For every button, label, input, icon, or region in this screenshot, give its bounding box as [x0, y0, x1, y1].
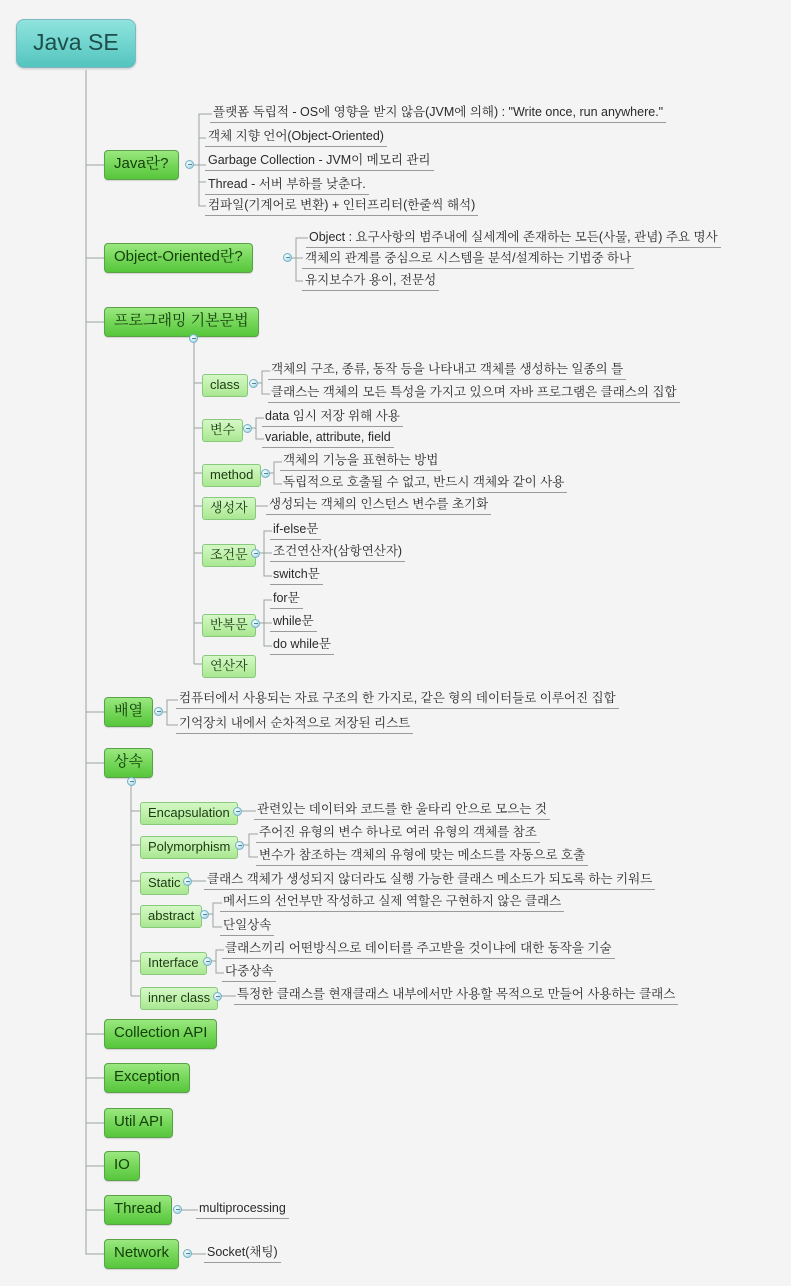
leaf-loop-1: for문: [270, 592, 303, 609]
leaf-polymorphism-1: 주어진 유형의 변수 하나로 여러 유형의 객체를 참조: [256, 826, 540, 843]
collapse-dot-inheritance[interactable]: [127, 777, 136, 786]
branch-exception[interactable]: Exception: [104, 1063, 190, 1093]
group-abstract[interactable]: abstract: [140, 905, 202, 928]
branch-inheritance[interactable]: 상속: [104, 748, 153, 778]
leaf-abstract-2: 단일상속: [220, 919, 274, 936]
collapse-dot-encapsulation[interactable]: [233, 807, 242, 816]
root-node[interactable]: Java SE: [16, 19, 136, 68]
leaf-static-1: 클래스 객체가 생성되지 않더라도 실행 가능한 클래스 메소드가 되도록 하는 키워드: [204, 873, 655, 890]
leaf-method-2: 독립적으로 호출될 수 없고, 반드시 객체와 같이 사용: [280, 476, 567, 493]
branch-util-api[interactable]: Util API: [104, 1108, 173, 1138]
group-class[interactable]: class: [202, 374, 248, 397]
leaf-java-intro-4: Thread - 서버 부하를 낮춘다.: [205, 178, 369, 195]
group-inner-class[interactable]: inner class: [140, 987, 218, 1010]
collapse-dot-java-intro[interactable]: [185, 160, 194, 169]
leaf-java-intro-2: 객체 지향 언어(Object-Oriented): [205, 130, 387, 147]
collapse-dot-network[interactable]: [183, 1249, 192, 1258]
collapse-dot-object-oriented[interactable]: [283, 253, 292, 262]
collapse-dot-interface[interactable]: [203, 957, 212, 966]
leaf-variable-1: data 임시 저장 위해 사용: [262, 410, 403, 427]
collapse-dot-static[interactable]: [183, 877, 192, 886]
group-method[interactable]: method: [202, 464, 261, 487]
leaf-array-2: 기억장치 내에서 순차적으로 저장된 리스트: [176, 717, 413, 734]
leaf-class-2: 클래스는 객체의 모든 특성을 가지고 있으며 자바 프로그램은 클래스의 집합: [268, 386, 680, 403]
leaf-array-1: 컴퓨터에서 사용되는 자료 구조의 한 가지로, 같은 형의 데이터들로 이루어진 집합: [176, 692, 619, 709]
branch-java-intro[interactable]: Java란?: [104, 150, 179, 180]
collapse-dot-inner-class[interactable]: [213, 992, 222, 1001]
leaf-method-1: 객체의 기능을 표현하는 방법: [280, 454, 441, 471]
leaf-loop-3: do while문: [270, 638, 334, 655]
collapse-dot-array[interactable]: [154, 707, 163, 716]
branch-thread[interactable]: Thread: [104, 1195, 172, 1225]
group-encapsulation[interactable]: Encapsulation: [140, 802, 238, 825]
leaf-interface-1: 클래스끼리 어떤방식으로 데이터를 주고받을 것이냐에 대한 동작을 기술: [222, 942, 615, 959]
leaf-oo-1: Object : 요구사항의 범주내에 실세계에 존재하는 모든(사물, 관념) 주요 명사: [306, 231, 721, 248]
collapse-dot-class[interactable]: [249, 379, 258, 388]
leaf-oo-3: 유지보수가 용이, 전문성: [302, 274, 439, 291]
leaf-loop-2: while문: [270, 615, 317, 632]
leaf-network-1: Socket(채팅): [204, 1246, 281, 1263]
branch-io[interactable]: IO: [104, 1151, 140, 1181]
collapse-dot-method[interactable]: [261, 469, 270, 478]
collapse-dot-syntax-basics[interactable]: [189, 334, 198, 343]
leaf-interface-2: 다중상속: [222, 965, 276, 982]
leaf-conditional-2: 조건연산자(삼항연산자): [270, 545, 405, 562]
leaf-polymorphism-2: 변수가 참조하는 객체의 유형에 맞는 메소드를 자동으로 호출: [256, 849, 588, 866]
leaf-variable-2: variable, attribute, field: [262, 431, 394, 448]
collapse-dot-polymorphism[interactable]: [235, 841, 244, 850]
leaf-java-intro-1: 플랫폼 독립적 - OS에 영향을 받지 않음(JVM에 의해) : "Write once, run anywhere.": [210, 106, 666, 123]
group-loop[interactable]: 반복문: [202, 614, 256, 637]
branch-collection-api[interactable]: Collection API: [104, 1019, 217, 1049]
leaf-java-intro-5: 컴파일(기계어로 변환) + 인터프리터(한줄씩 해석): [205, 199, 478, 216]
leaf-abstract-1: 메서드의 선언부만 작성하고 실제 역할은 구현하지 않은 클래스: [220, 895, 564, 912]
group-variable[interactable]: 변수: [202, 419, 243, 442]
group-static[interactable]: Static: [140, 872, 189, 895]
branch-network[interactable]: Network: [104, 1239, 179, 1269]
leaf-conditional-3: switch문: [270, 568, 323, 585]
collapse-dot-loop[interactable]: [251, 619, 260, 628]
group-constructor[interactable]: 생성자: [202, 497, 256, 520]
leaf-oo-2: 객체의 관계를 중심으로 시스템을 분석/설계하는 기법중 하나: [302, 252, 634, 269]
collapse-dot-abstract[interactable]: [200, 910, 209, 919]
collapse-dot-thread[interactable]: [173, 1205, 182, 1214]
group-conditional[interactable]: 조건문: [202, 544, 256, 567]
branch-array[interactable]: 배열: [104, 697, 153, 727]
leaf-inner-class-1: 특정한 클래스를 현재클래스 내부에서만 사용할 목적으로 만들어 사용하는 클래스: [234, 988, 678, 1005]
leaf-java-intro-3: Garbage Collection - JVM이 메모리 관리: [205, 154, 434, 171]
leaf-thread-1: multiprocessing: [196, 1202, 289, 1219]
collapse-dot-variable[interactable]: [243, 424, 252, 433]
collapse-dot-conditional[interactable]: [251, 549, 260, 558]
leaf-conditional-1: if-else문: [270, 523, 321, 540]
branch-syntax-basics[interactable]: 프로그래밍 기본문법: [104, 307, 259, 337]
group-interface[interactable]: Interface: [140, 952, 207, 975]
group-polymorphism[interactable]: Polymorphism: [140, 836, 238, 859]
leaf-class-1: 객체의 구조, 종류, 동작 등을 나타내고 객체를 생성하는 일종의 틀: [268, 363, 626, 380]
leaf-constructor-1: 생성되는 객체의 인스턴스 변수를 초기화: [266, 498, 491, 515]
group-operator[interactable]: 연산자: [202, 655, 256, 678]
leaf-encapsulation-1: 관련있는 데이터와 코드를 한 울타리 안으로 모으는 것: [254, 803, 550, 820]
branch-object-oriented[interactable]: Object-Oriented란?: [104, 243, 253, 273]
